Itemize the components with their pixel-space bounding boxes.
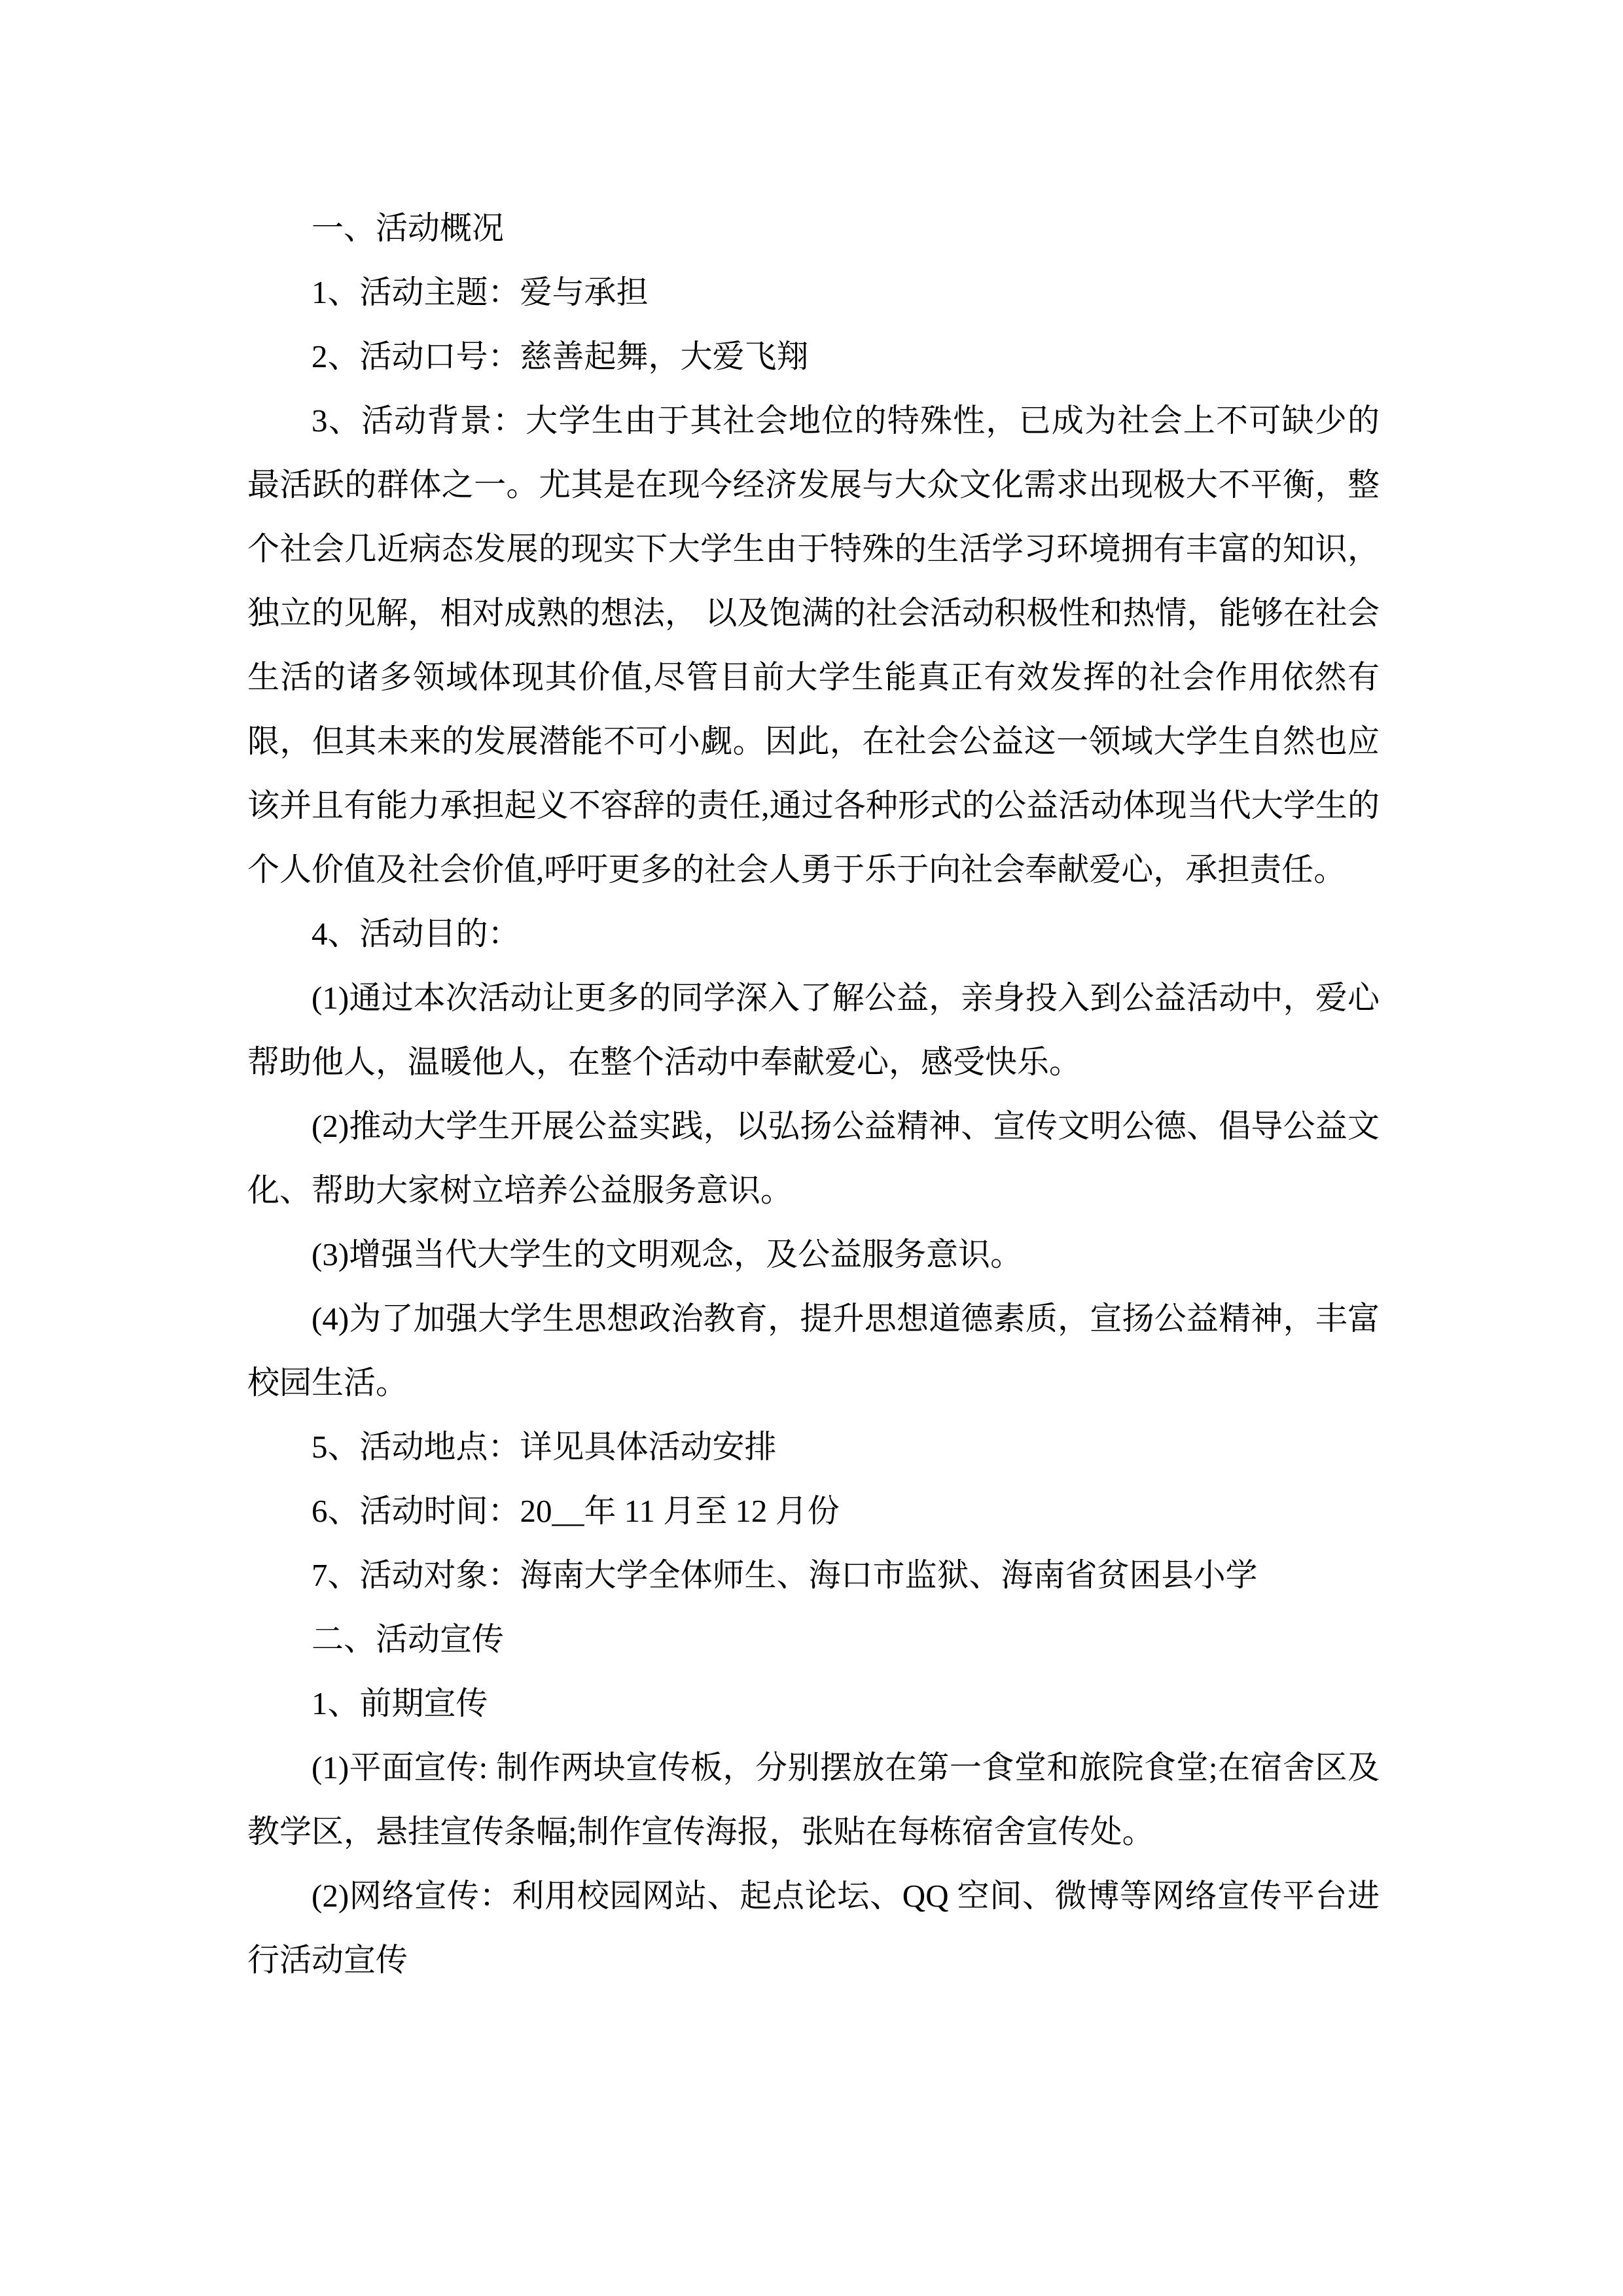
paragraph-12: 7、活动对象：海南大学全体师生、海口市监狱、海南省贫困县小学 (312, 1557, 1258, 1593)
paragraph-14: 1、前期宣传 (312, 1685, 488, 1721)
paragraph-15: (1)平面宣传: 制作两块宣传板，分别摆放在第一食堂和旅院食堂;在宿舍区及教学区，悬挂宣传条幅;制作宣传海报，张贴在每栋宿舍宣传处。 (247, 1749, 1380, 1850)
paragraph-5: 4、活动目的： (312, 916, 520, 952)
paragraph-7: (2)推动大学生开展公益实践，以弘扬公益精神、宣传文明公德、倡导公益文化、帮助大家树立培养公益服务意识。 (247, 1108, 1380, 1208)
paragraph-1: 一、活动概况 (312, 210, 505, 246)
paragraph-11: 6、活动时间：20__年 11 月至 12 月份 (312, 1493, 840, 1529)
document-body (247, 196, 1380, 1992)
paragraph-10: 5、活动地点：详见具体活动安排 (312, 1429, 777, 1465)
paragraph-3: 2、活动口号：慈善起舞，大爱飞翔 (312, 338, 809, 374)
paragraph-2: 1、活动主题：爱与承担 (312, 274, 649, 310)
paragraph-13: 二、活动宣传 (312, 1621, 505, 1657)
paragraph-9: (4)为了加强大学生思想政治教育，提升思想道德素质，宣扬公益精神，丰富校园生活。 (247, 1300, 1380, 1401)
paragraph-8: (3)增强当代大学生的文明观念，及公益服务意识。 (312, 1236, 1023, 1272)
paragraph-16: (2)网络宣传：利用校园网站、起点论坛、QQ 空间、微博等网络宣传平台进行活动宣传 (247, 1878, 1380, 1978)
paragraph-4: 3、活动背景：大学生由于其社会地位的特殊性，已成为社会上不可缺少的最活跃的群体之一。尤其是在现今经济发展与大众文化需求出现极大不平衡，整个社会几近病态发展的现实下大学生由于特殊的生活学习环境拥有丰富的知识，独立的见解，相对成熟的想法， 以及饱满的社会活动积极性和热情，能够在社会生活的诸多领域体现其价值,尽管目前大学生能真正有效发挥的社会作用依然有限，但其未来的发展潜能不可小觑。因此，在社会公益这一领域大学生自然也应该并且有能力承担起义不容辞的责任,通过各种形式的公益活动体现当代大学生的个人价值及社会价值,呼吁更多的社会人勇于乐于向社会奉献爱心，承担责任。 (247, 403, 1380, 888)
paragraph-6: (1)通过本次活动让更多的同学深入了解公益，亲身投入到公益活动中，爱心帮助他人，温暖他人，在整个活动中奉献爱心，感受快乐。 (247, 980, 1380, 1080)
